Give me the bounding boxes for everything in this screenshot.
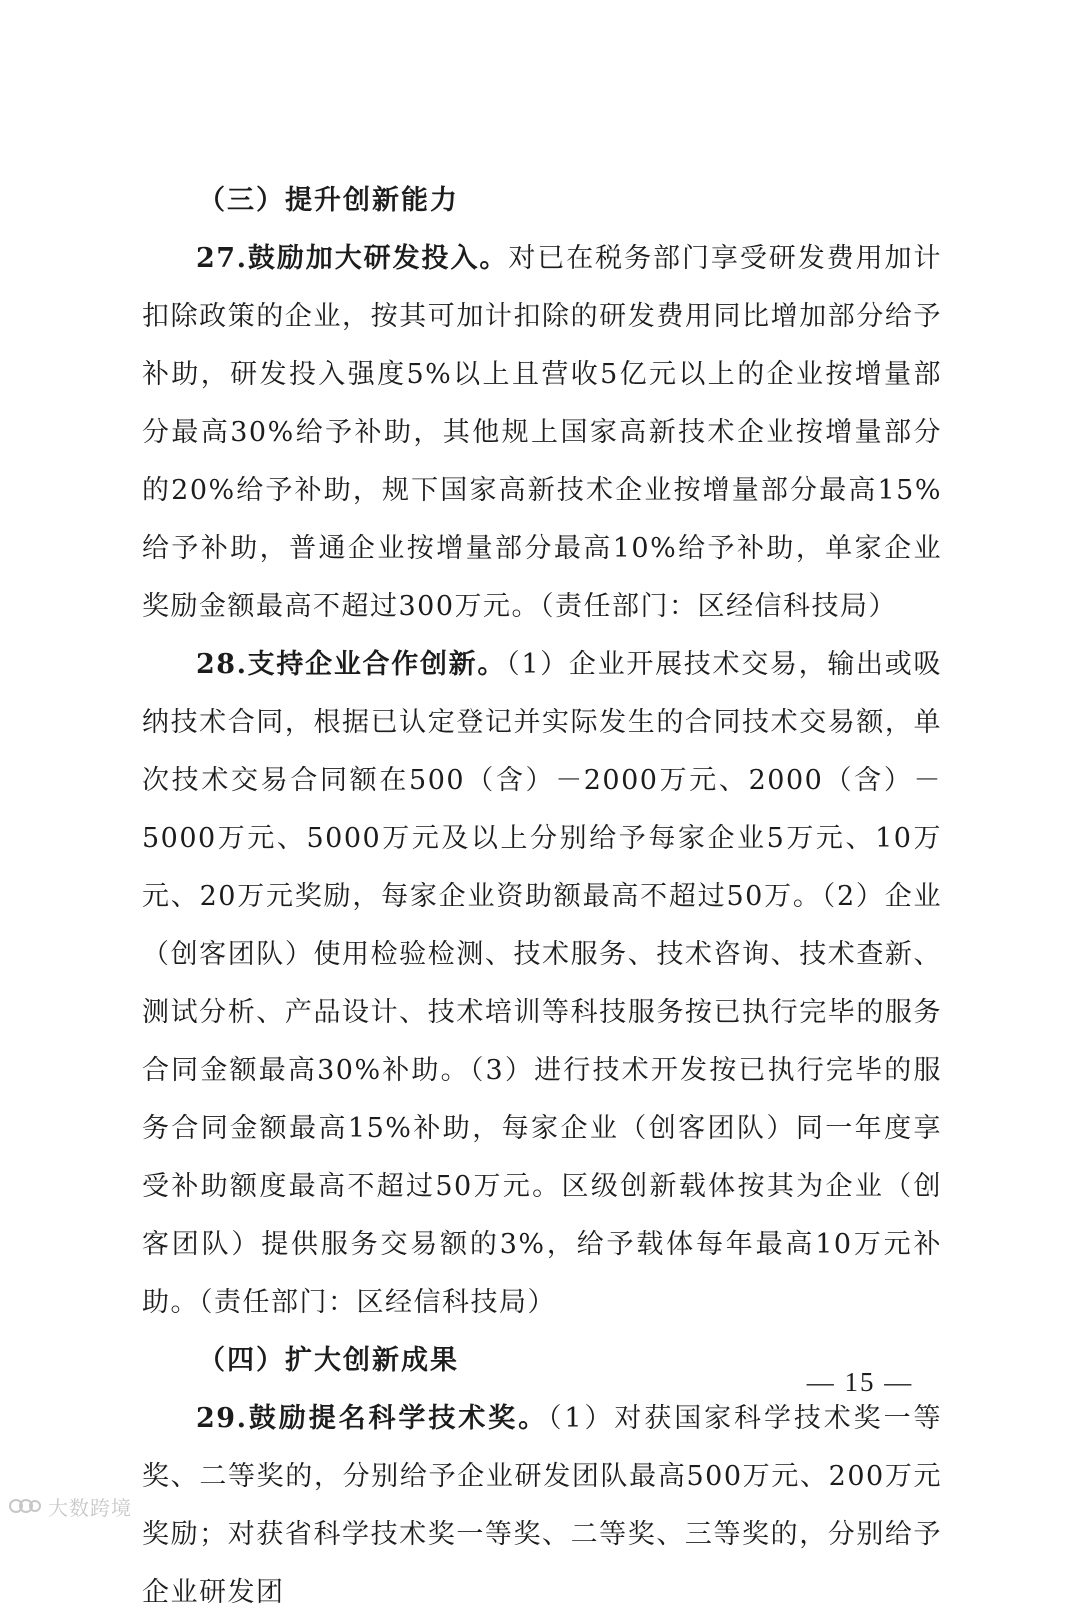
watermark-text: 大数跨境 — [48, 1495, 132, 1520]
paragraph-text: 对已在税务部门享受研发费用加计扣除政策的企业，按其可加计扣除的研发费用同比增加部分给予补助，研发投入强度5%以上且营收5亿元以上的企业按增量部分最高30%给予补助，其他规上国家高新技术企业按增量部分的20%给予补助，规下国家高新技术企业按增量部分最高15%给予补助，普通企业按增量部分最高10%给予补助，单家企业奖励金额最高不超过300万元。（责任部门：区经信科技局） — [142, 243, 942, 622]
page-number: — 15 — — [806, 1367, 914, 1397]
paragraph-29 — [142, 1390, 942, 1622]
paragraph-title: 29.鼓励提名科学技术奖。 — [196, 1403, 548, 1434]
section-heading-4: （四）扩大创新成果 — [198, 1345, 459, 1376]
paragraph-title: 28.支持企业合作创新。 — [196, 649, 507, 680]
paragraph-text: （1）对获国家科学技术奖一等奖、二等奖的，分别给予企业研发团队最高500万元、200万元奖励；对获省科学技术奖一等奖、二等奖、三等奖的，分别给予企业研发团 — [142, 1403, 942, 1608]
document-body — [142, 172, 942, 1622]
watermark — [8, 1490, 132, 1522]
paragraph-text: （1）企业开展技术交易，输出或吸纳技术合同，根据已认定登记并实际发生的合同技术交易额，单次技术交易合同额在500（含）－2000万元、2000（含）－5000万元、5000万元及以上分别给予每家企业5万元、10万元、20万元奖励，每家企业资助额最高不超过50万。（2）企业（创客团队）使用检验检测、技术服务、技术咨询、技术查新、测试分析、产品设计、技术培训等科技服务按已执行完毕的服务合同金额最高30%补助。（3）进行技术开发按已执行完毕的服务合同金额最高15%补助，每家企业（创客团队）同一年度享受补助额度最高不超过50万元。区级创新载体按其为企业（创客团队）提供服务交易额的3%，给予载体每年最高10万元补助。（责任部门：区经信科技局） — [142, 649, 942, 1318]
section-heading-3: （三）提升创新能力 — [198, 185, 459, 216]
brand-logo-icon — [8, 1493, 42, 1519]
paragraph-27 — [142, 230, 942, 636]
paragraph-title: 27.鼓励加大研发投入。 — [196, 243, 509, 274]
paragraph-28 — [142, 636, 942, 1332]
